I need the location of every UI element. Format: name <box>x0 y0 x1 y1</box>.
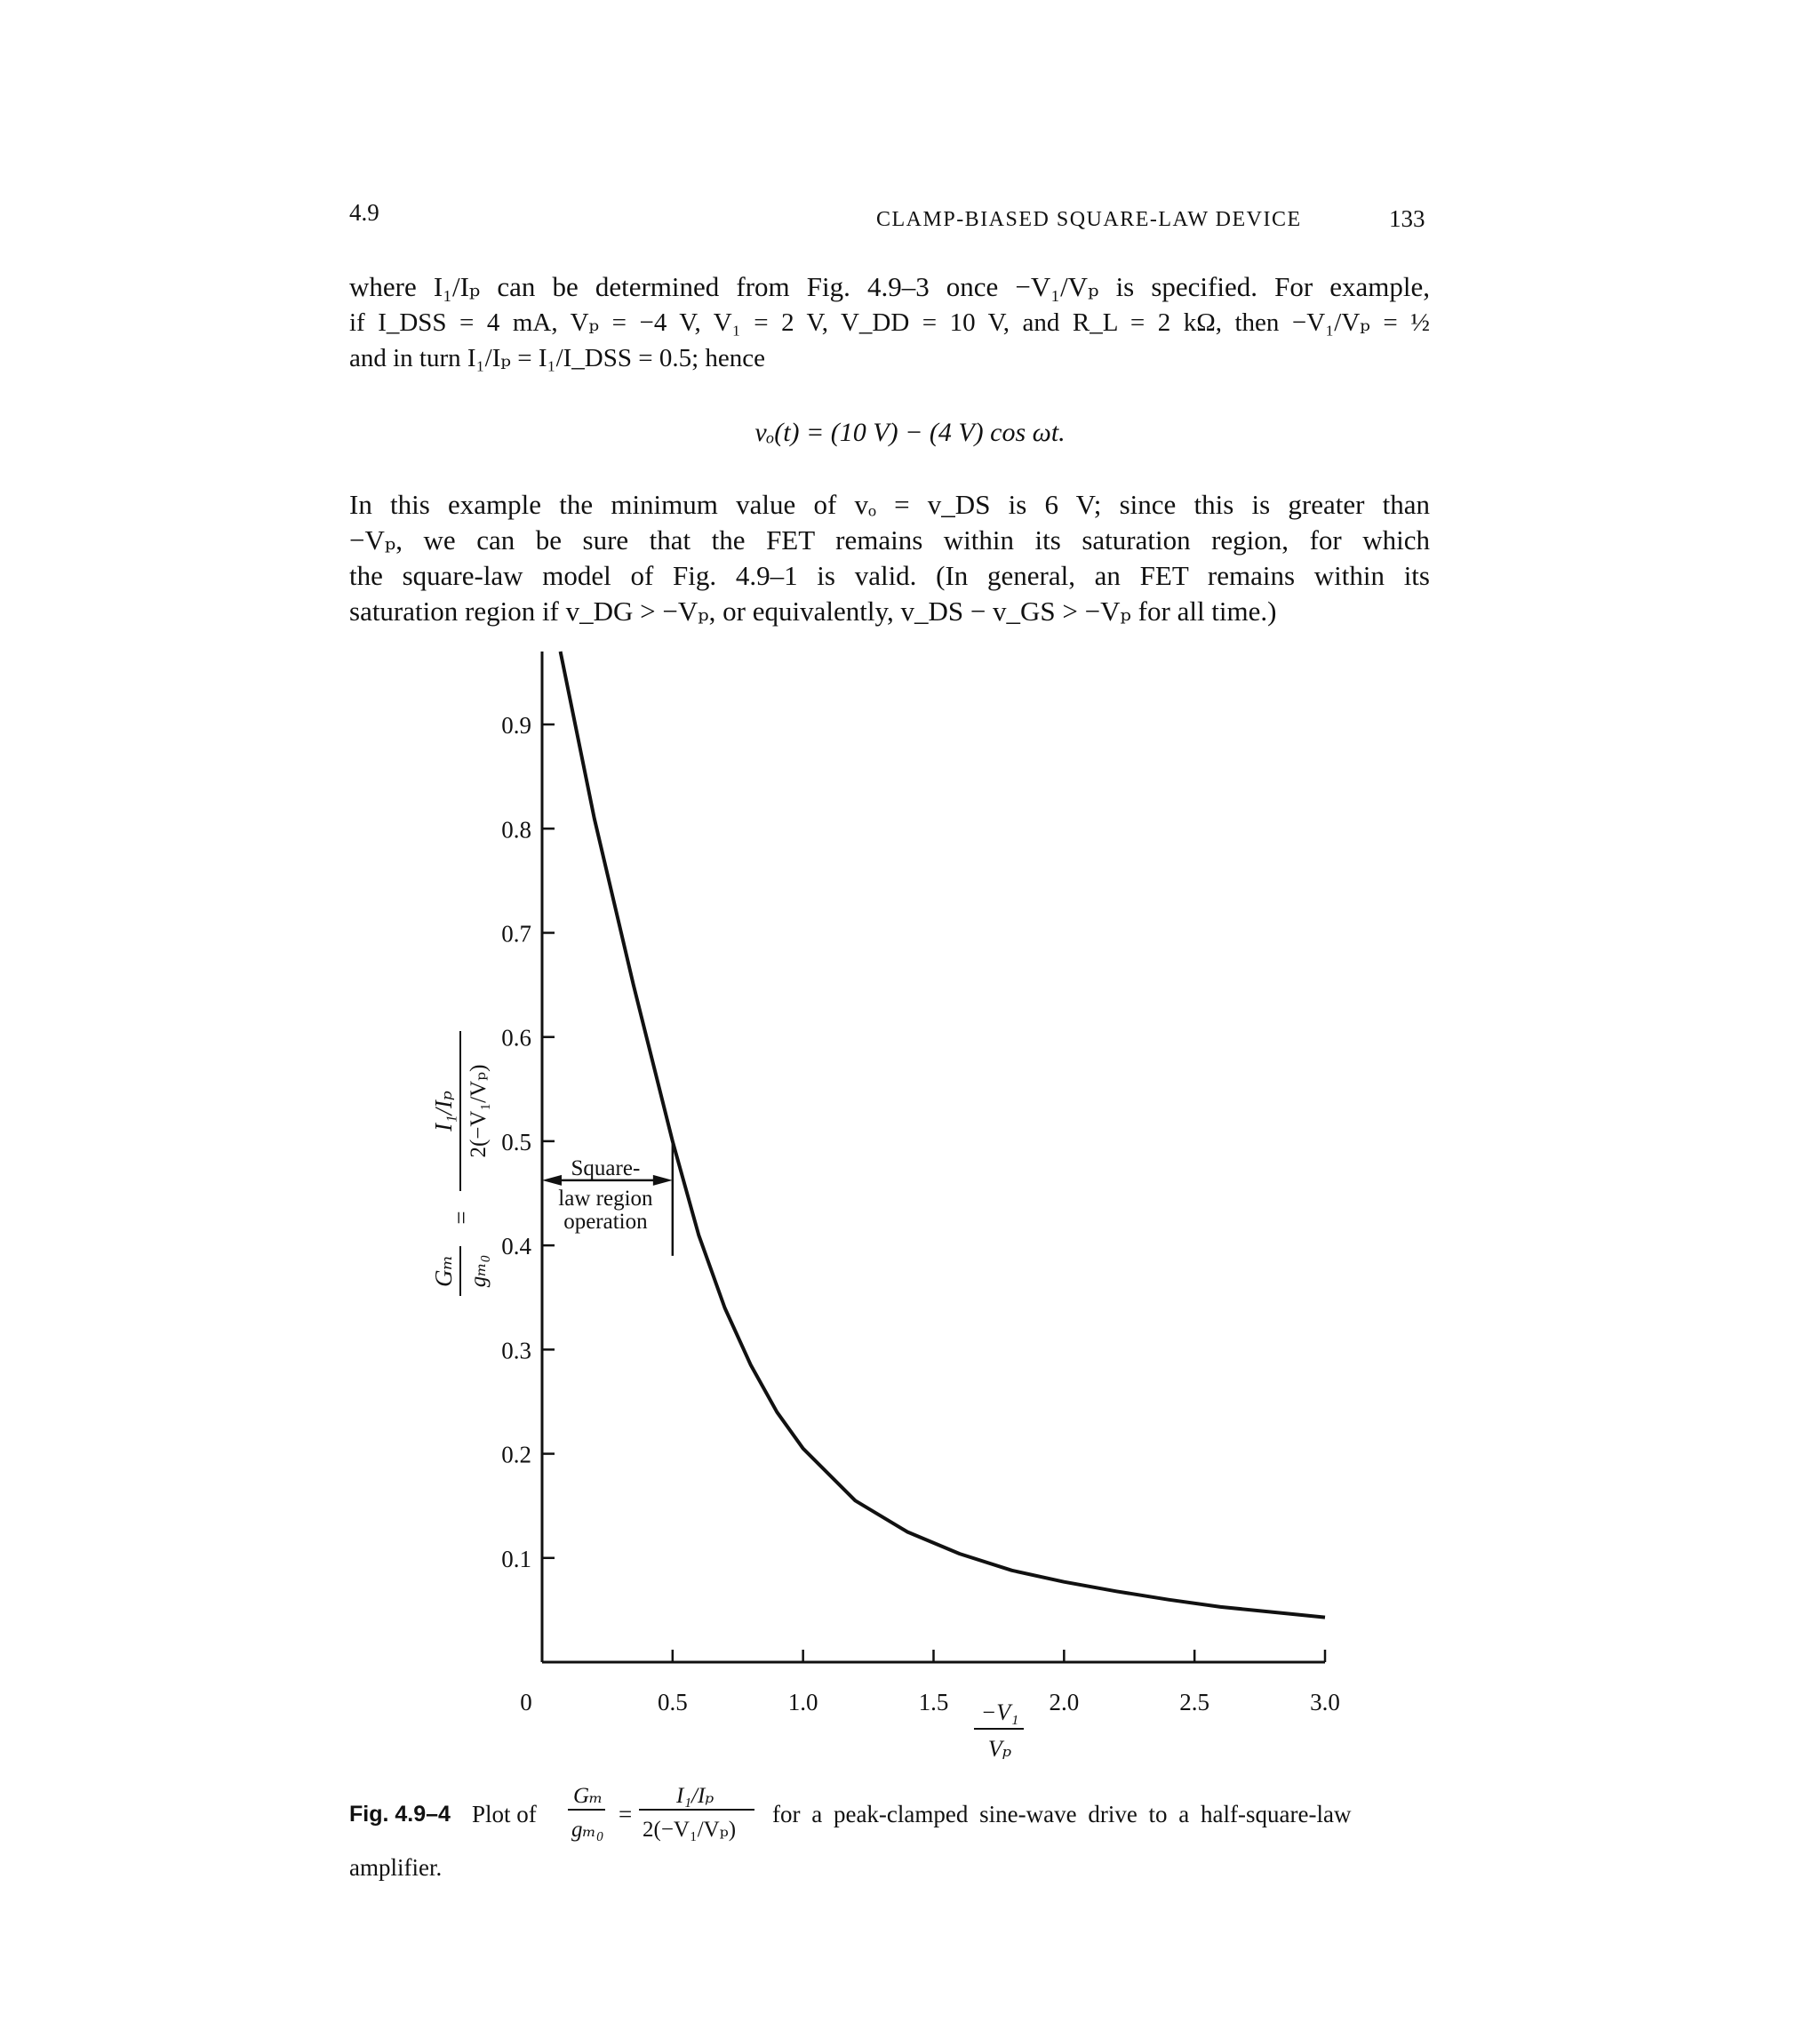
y-label-lhs-num: Gₘ <box>430 1254 457 1288</box>
y-axis-label <box>430 1031 491 1296</box>
y-tick-label: 0.3 <box>501 1337 531 1364</box>
y-tick-label: 0.8 <box>501 816 531 844</box>
y-tick-label: 0.6 <box>501 1024 531 1051</box>
y-tick-label: 0.4 <box>501 1233 531 1260</box>
annotation-text-line: law region <box>558 1186 653 1211</box>
caption-plot-of: Plot of <box>472 1801 537 1827</box>
display-equation: vₒ(t) = (10 V) − (4 V) cos ωt. <box>754 418 1066 447</box>
body-line-1: In this example the minimum value of vₒ = v_DS is 6 V; since this is greater than <box>349 489 1430 520</box>
annotation-arrowhead-left <box>542 1175 562 1186</box>
caption-frac2-bar <box>639 1809 754 1811</box>
y-label-lhs-den: gₘ₀ <box>467 1254 491 1288</box>
caption-frac2-num: I₁/Iₚ <box>676 1784 714 1808</box>
figure-caption <box>349 1784 1438 1883</box>
chart-axes <box>542 652 1325 1662</box>
intro-line-2: if I_DSS = 4 mA, Vₚ = −4 V, V₁ = 2 V, V_DD = 10 V, and R_L = 2 kΩ, then −V₁/Vₚ = ½ <box>349 308 1430 337</box>
y-tick-label: 0.5 <box>501 1128 531 1155</box>
x-tick-label: 2.0 <box>1049 1689 1080 1715</box>
y-label-rhs-den: 2(−V₁/Vₚ) <box>467 1064 491 1158</box>
page-number: 133 <box>1389 205 1425 232</box>
caption-equals: = <box>619 1801 633 1827</box>
y-label-equals: = <box>448 1211 475 1225</box>
x-label-den: Vₚ <box>987 1736 1012 1762</box>
caption-label: Fig. 4.9–4 <box>349 1802 451 1827</box>
body-line-4: saturation region if v_DG > −Vₚ, or equivalently, v_DS − v_GS > −Vₚ for all time.) <box>349 596 1277 627</box>
caption-frac2-den: 2(−V₁/Vₚ) <box>643 1818 737 1842</box>
body-line-2: −Vₚ, we can be sure that the FET remains within its saturation region, for which <box>349 524 1430 556</box>
body-line-3: the square-law model of Fig. 4.9–1 is valid. (In general, an FET remains within its <box>349 560 1430 591</box>
y-label-rhs-num: I₁/Iₚ <box>430 1091 457 1131</box>
caption-frac1-den: gₘ₀ <box>571 1818 604 1842</box>
annotation-text-line: Square- <box>571 1155 641 1180</box>
y-tick-label: 0.1 <box>501 1545 531 1572</box>
caption-rest: for a peak-clamped sine-wave drive to a half-square-law <box>772 1801 1352 1827</box>
y-tick-label: 0.2 <box>501 1441 531 1468</box>
intro-line-1: where I₁/Iₚ can be determined from Fig. 4.9–3 once −V₁/Vₚ is specified. For example, <box>349 271 1430 302</box>
x-tick-label: 3.0 <box>1310 1689 1340 1715</box>
chart-curve <box>561 652 1325 1618</box>
x-tick-label: 2.5 <box>1179 1689 1210 1715</box>
running-title: CLAMP-BIASED SQUARE-LAW DEVICE <box>876 208 1302 231</box>
response-curve <box>561 652 1325 1618</box>
caption-line-2: amplifier. <box>349 1854 443 1881</box>
x-label-num: −V₁ <box>980 1699 1019 1725</box>
caption-frac1-bar <box>568 1809 605 1811</box>
caption-frac1-num: Gₘ <box>573 1784 603 1808</box>
y-tick-label: 0.9 <box>501 712 531 740</box>
section-number: 4.9 <box>349 199 379 226</box>
x-tick-label: 1.0 <box>787 1689 818 1715</box>
annotation-text-line: operation <box>563 1209 648 1234</box>
square-law-annotation <box>542 1141 673 1256</box>
x-tick-label: 1.5 <box>918 1689 949 1715</box>
x-tick-label: 0.5 <box>657 1689 688 1715</box>
intro-line-3: and in turn I₁/Iₚ = I₁/I_DSS = 0.5; hence <box>349 344 766 372</box>
x-tick-label: 0 <box>520 1689 532 1715</box>
annotation-arrowhead-right <box>653 1175 673 1186</box>
y-tick-label: 0.7 <box>501 920 531 948</box>
